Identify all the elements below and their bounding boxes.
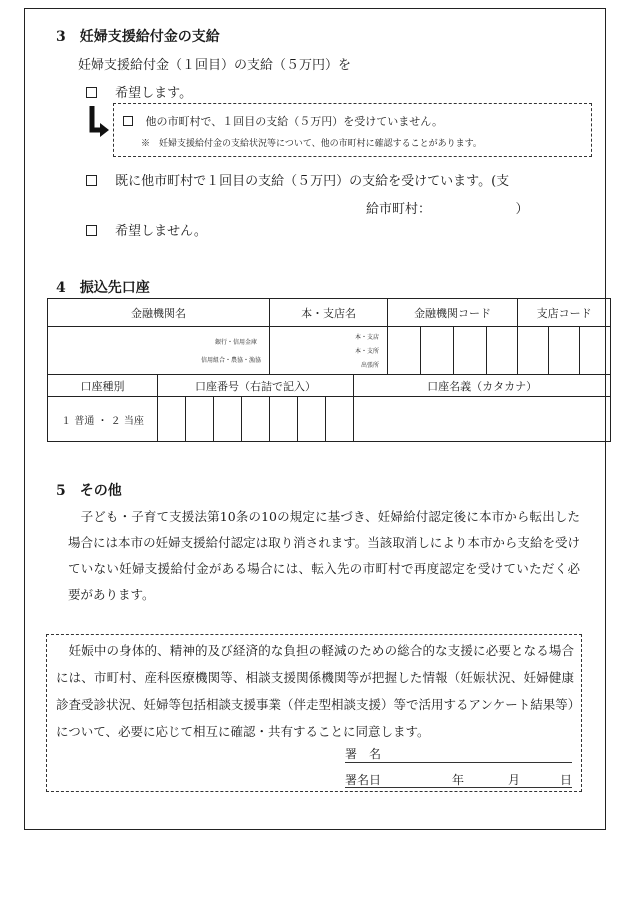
option-no-label: 希望しません。 bbox=[115, 224, 207, 239]
account-holder-field[interactable] bbox=[354, 397, 611, 442]
account-number-digit[interactable] bbox=[270, 397, 298, 442]
col-bank-code: 金融機関コード bbox=[388, 299, 518, 327]
option-wish-label: 希望します。 bbox=[115, 86, 193, 101]
col-branch-code: 支店コード bbox=[518, 299, 611, 327]
consent-paragraph: 妊娠中の身体的、精神的及び経済的な負担の軽減のための総合的な支援に必要となる場合には、市町村、産科医療機関等、相談支援関係機関等が把握した情報（妊娠状況、妊婦健康診査受診状況、妊婦等包括相談支援事業（伴走型相談支援）等で活用するアンケート結果等）について、必要に応じて相互に確認・共有することに同意します。 bbox=[56, 643, 575, 739]
account-number-digit[interactable] bbox=[326, 397, 354, 442]
col-account-holder: 口座名義（カタカナ） bbox=[354, 375, 611, 397]
bank-code-digit[interactable] bbox=[421, 327, 454, 375]
section5-paragraph: 子ども・子育て支援法第10条の10の規定に基づき、妊婦給付認定後に本市から転出した場合には本市の妊婦支援給付認定は取り消されます。当該取消しにより本市から支給を受けていない妊婦支援給付金がある場合には、転入先の市町村で再度認定を受けていただく必要があります。 bbox=[68, 509, 580, 602]
branch-name-field[interactable] bbox=[270, 327, 388, 375]
branch-code-digit[interactable] bbox=[549, 327, 580, 375]
branch-code-digit[interactable] bbox=[580, 327, 611, 375]
bank-code-digit[interactable] bbox=[388, 327, 421, 375]
sub-condition-note: ※ 妊婦支援給付金の支給状況等について、他の市町村に確認することがあります。 bbox=[141, 139, 482, 149]
account-number-digit[interactable] bbox=[242, 397, 270, 442]
day-label: 日 bbox=[560, 773, 573, 787]
checkbox-already[interactable] bbox=[86, 175, 97, 186]
section3-heading: 3 妊婦支援給付金の支給 bbox=[56, 29, 220, 45]
arrow-down-right-icon bbox=[86, 104, 110, 138]
sub-condition-label: 他の市町村で、１回目の支給（５万円）を受けていません。 bbox=[145, 115, 443, 128]
account-type-options[interactable]: １ 普通 ・ ２ 当座 bbox=[48, 397, 158, 442]
branch-types-line1: 本・支店 bbox=[355, 334, 380, 341]
branch-types-line3: 出張所 bbox=[361, 362, 380, 369]
account-number-digit[interactable] bbox=[214, 397, 242, 442]
sign-date-line[interactable] bbox=[345, 787, 572, 788]
bank-types-line2: 信用組合・農協・漁協 bbox=[201, 357, 262, 364]
bank-name-field[interactable] bbox=[48, 327, 270, 375]
sub-condition-check[interactable] bbox=[123, 113, 443, 129]
bank-code-digit[interactable] bbox=[454, 327, 487, 375]
option-already-label-1: 既に他市町村で１回目の支給（５万円）の支給を受けています。(支 bbox=[115, 174, 510, 189]
bank-code-digit[interactable] bbox=[487, 327, 518, 375]
bank-types-line1: 銀行・信用金庫 bbox=[215, 339, 258, 346]
bank-account-table bbox=[47, 298, 611, 442]
col-account-type: 口座種別 bbox=[48, 375, 158, 397]
month-label: 月 bbox=[508, 773, 521, 787]
account-number-digit[interactable] bbox=[298, 397, 326, 442]
section4-heading: 4 振込先口座 bbox=[56, 280, 150, 296]
section3-lead: 妊婦支援給付金（１回目）の支給（５万円）を bbox=[78, 58, 352, 73]
signature-line[interactable] bbox=[345, 762, 572, 763]
sign-label: 署 名 bbox=[345, 747, 382, 761]
checkbox-wish[interactable] bbox=[86, 87, 97, 98]
option-wish[interactable] bbox=[86, 82, 192, 101]
option-no[interactable] bbox=[86, 220, 207, 239]
col-branch: 本・支店名 bbox=[270, 299, 388, 327]
account-number-digit[interactable] bbox=[158, 397, 186, 442]
branch-types-line2: 本・支所 bbox=[355, 348, 380, 355]
section5-heading: 5 その他 bbox=[56, 483, 122, 499]
option-already-label-2: 給市町村： ） bbox=[366, 202, 529, 217]
checkbox-not-received[interactable] bbox=[123, 116, 133, 126]
checkbox-no[interactable] bbox=[86, 225, 97, 236]
col-account-number: 口座番号（右詰で記入） bbox=[158, 375, 354, 397]
account-number-digit[interactable] bbox=[186, 397, 214, 442]
col-bank-name: 金融機関名 bbox=[48, 299, 270, 327]
branch-code-digit[interactable] bbox=[518, 327, 549, 375]
year-label: 年 bbox=[452, 773, 465, 787]
sign-date-label: 署名日 bbox=[345, 773, 382, 787]
option-already[interactable] bbox=[86, 170, 509, 189]
